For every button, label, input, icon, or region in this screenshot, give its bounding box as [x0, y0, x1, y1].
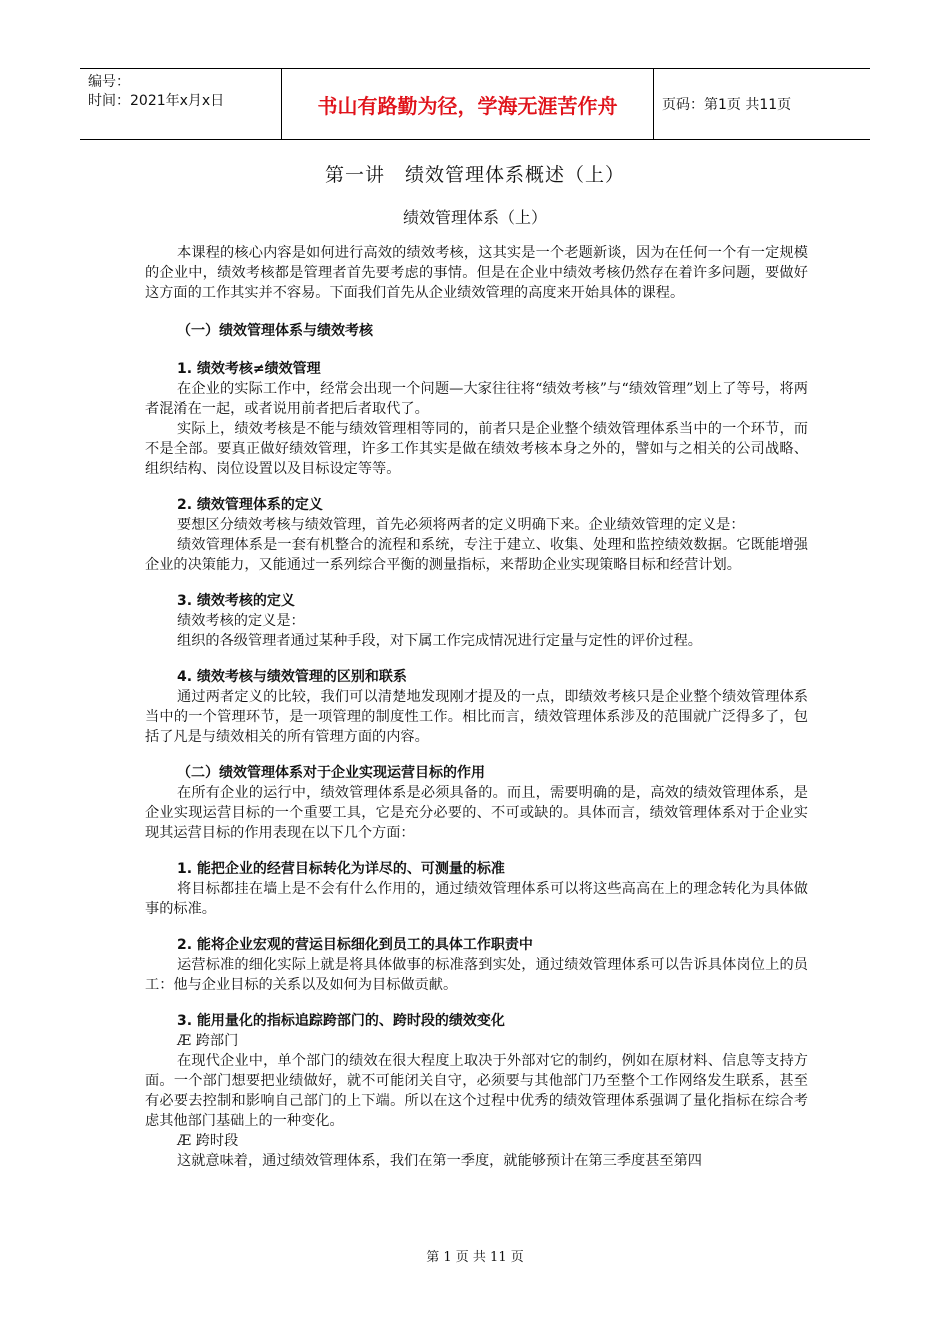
body-paragraph: 在所有企业的运行中，绩效管理体系是必须具备的。而且，需要明确的是，高效的绩效管理体系，是企业实现运营目标的一个重要工具，它是充分必要的、不可或缺的。具体而言，绩效管理体系对于企业实现其运营目标的作用表现在以下几个方面：	[145, 785, 808, 841]
section-heading: （二）绩效管理体系对于企业实现运营目标的作用	[177, 765, 485, 781]
header-meta	[80, 69, 282, 139]
body-line: 绩效考核的定义是：	[177, 613, 305, 629]
header-page-info: 页码：第1页 共11页	[662, 97, 792, 113]
body-paragraph: 在企业的实际工作中，经常会出现一个问题—大家往往将“绩效考核”与“绩效管理”划上了等号，将两者混淆在一起，或者说用前者把后者取代了。	[145, 381, 808, 417]
subsection-heading: 3. 绩效考核的定义	[177, 593, 295, 609]
document-date-label: 时间：2021年x月x日	[88, 93, 225, 109]
subsection-heading: 1. 绩效考核≠绩效管理	[177, 361, 321, 377]
subsection-heading: 3. 能用量化的指标追踪跨部门的、跨时段的绩效变化	[177, 1013, 505, 1029]
body-line: Æ 跨时段	[177, 1133, 239, 1149]
section-heading: （一）绩效管理体系与绩效考核	[177, 323, 373, 339]
body-paragraph: 要想区分绩效考核与绩效管理，首先必须将两者的定义明确下来。企业绩效管理的定义是：	[177, 517, 745, 533]
body-paragraph: 运营标准的细化实际上就是将具体做事的标准落到实处，通过绩效管理体系可以告诉具体岗位上的员工：他与企业目标的关系以及如何为目标做贡献。	[145, 957, 808, 993]
body-paragraph: 通过两者定义的比较，我们可以清楚地发现刚才提及的一点，即绩效考核只是企业整个绩效管理体系当中的一个管理环节，是一项管理的制度性工作。相比而言，绩效管理体系涉及的范围就广泛得多了，包括了凡是与绩效相关的所有管理方面的内容。	[145, 689, 808, 745]
body-line: 组织的各级管理者通过某种手段，对下属工作完成情况进行定量与定性的评价过程。	[177, 633, 702, 649]
subsection-heading: 1. 能把企业的经营目标转化为详尽的、可测量的标准	[177, 861, 505, 877]
body-paragraph: 将目标都挂在墙上是不会有什么作用的，通过绩效管理体系可以将这些高高在上的理念转化为具体做事的标准。	[145, 881, 808, 917]
body-line: Æ 跨部门	[177, 1033, 239, 1049]
subsection-heading: 4. 绩效考核与绩效管理的区别和联系	[177, 669, 407, 685]
header-motto: 书山有路勤为径，学海无涯苦作舟	[282, 69, 654, 139]
document-number-label: 编号：	[88, 74, 130, 90]
document-body	[145, 243, 808, 1171]
body-paragraph: 这就意味着，通过绩效管理体系，我们在第一季度，就能够预计在第三季度甚至第四	[177, 1153, 702, 1169]
subsection-heading: 2. 绩效管理体系的定义	[177, 497, 323, 513]
page-header	[80, 68, 870, 140]
body-paragraph: 绩效管理体系是一套有机整合的流程和系统，专注于建立、收集、处理和监控绩效数据。它既能增强企业的决策能力，又能通过一系列综合平衡的测量指标，来帮助企业实现策略目标和经营计划。	[145, 537, 808, 573]
body-paragraph: 在现代企业中，单个部门的绩效在很大程度上取决于外部对它的制约，例如在原材料、信息等支持方面。一个部门想要把业绩做好，就不可能闭关自守，必须要与其他部门乃至整个工作网络发生联系，甚至有必要去控制和影响自己部门的上下端。所以在这个过程中优秀的绩效管理体系强调了量化指标在综合考虑其他部门基础上的一种变化。	[145, 1053, 808, 1129]
lecture-title: 第一讲 绩效管理体系概述（上）	[324, 164, 625, 186]
body-paragraph: 实际上，绩效考核是不能与绩效管理相等同的，前者只是企业整个绩效管理体系当中的一个环节，而不是全部。要真正做好绩效管理，许多工作其实是做在绩效考核本身之外的，譬如与之相关的公司战略、组织结构、岗位设置以及目标设定等等。	[145, 421, 808, 477]
page-footer: 第 1 页 共 11 页	[426, 1250, 524, 1265]
subsection-heading: 2. 能将企业宏观的营运目标细化到员工的具体工作职责中	[177, 937, 533, 953]
body-paragraph: 本课程的核心内容是如何进行高效的绩效考核，这其实是一个老题新谈，因为在任何一个有一定规模的企业中，绩效考核都是管理者首先要考虑的事情。但是在企业中绩效考核仍然存在着许多问题，要做好这方面的工作其实并不容易。下面我们首先从企业绩效管理的高度来开始具体的课程。	[145, 245, 808, 301]
lecture-subtitle: 绩效管理体系（上）	[402, 208, 547, 227]
